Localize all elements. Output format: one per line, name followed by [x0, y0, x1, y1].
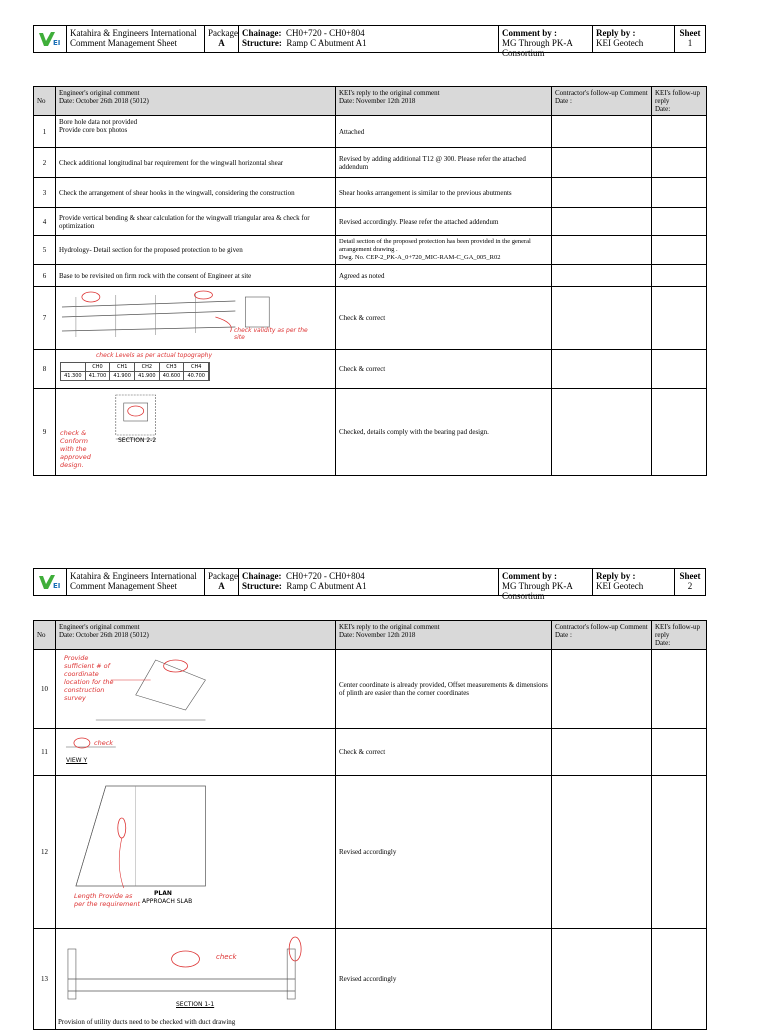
- handwritten-note: check & Conform with the approved design.: [60, 429, 91, 469]
- comment-by: Comment by : MG Through PK-A Consortium: [499, 26, 593, 52]
- svg-text:EI: EI: [53, 582, 61, 590]
- org-name: Katahira & Engineers International Comment Management Sheet: [67, 26, 205, 52]
- section-label: SECTION 1-1: [176, 1001, 215, 1008]
- sheet-number: Sheet 1: [679, 28, 701, 48]
- sheet1-header: [33, 25, 706, 58]
- table-row: 11 check VIEW Y Check & correct: [34, 729, 707, 776]
- comment-text: Provision of utility ducts need to be checked with duct drawing: [58, 1018, 236, 1026]
- handwritten-note: check validity as per the site: [234, 327, 308, 341]
- table-row: 2 Check additional longitudinal bar requirement for the wingwall horizontal shear Revised by adding additional T12 @ 300. Please refer the attached addendum: [34, 148, 707, 178]
- sketch-row-10: [56, 650, 336, 729]
- company-logo: [34, 26, 67, 52]
- sketch-row-12: [56, 776, 336, 929]
- table-row: 1 Bore hole data not provided Provide core box photos Attached: [34, 116, 707, 148]
- svg-text:EI: EI: [53, 39, 61, 47]
- table-header-row: [34, 87, 707, 116]
- table-row: 9 check & Conform with the approved design. SECTION 2-2 Checked, details comply with the bearing pad design.: [34, 389, 707, 476]
- col-no: No: [34, 87, 56, 116]
- levels-table-head-cell: CH0: [86, 363, 111, 371]
- sketch-row-13: [56, 929, 336, 1030]
- table-header-row: [34, 621, 707, 650]
- handwritten-note: check Levels as per actual topography: [96, 352, 213, 359]
- section-1-1-sketch: [56, 929, 335, 1029]
- col-contractor-followup: Contractor's follow-up Comment Date :: [552, 87, 652, 116]
- col-no: No: [34, 621, 56, 650]
- view-label: VIEW Y: [66, 757, 88, 764]
- plan-label: PLAN: [154, 890, 172, 897]
- levels-table-head-cell: CH2: [135, 363, 160, 371]
- sketch-row-8: [56, 350, 336, 389]
- table-row: 13 check SECTION 1-1 Provision of utility ducts need to be checked with duct drawing Revised accordingly: [34, 929, 707, 1030]
- table-row: 6 Base to be revisited on firm rock with the consent of Engineer at site Agreed as noted: [34, 265, 707, 287]
- levels-table-cell: 41.900: [135, 372, 160, 380]
- col-kei-reply: KEI's reply to the original comment Date: November 12th 2018: [336, 87, 552, 116]
- section-label: SECTION 2-2: [118, 437, 157, 444]
- org-name: Katahira & Engineers International Comment Management Sheet: [67, 569, 205, 595]
- table-row: 4 Provide vertical bending & shear calculation for the wingwall triangular area & check for optimization Revised accordingly. Please refer the attached addendum: [34, 208, 707, 236]
- comment-table-1: [33, 86, 707, 476]
- comment-table-2: [33, 620, 707, 1030]
- col-kei-followup: KEI's follow-up reply Date:: [652, 621, 707, 650]
- slab-label: APPROACH SLAB: [142, 898, 193, 905]
- company-logo: [34, 569, 67, 595]
- levels-table-head-cell: CH4: [184, 363, 209, 371]
- col-contractor-followup: Contractor's follow-up Comment Date :: [552, 621, 652, 650]
- levels-table: [60, 362, 210, 381]
- sheet2-header: [33, 568, 706, 601]
- reply-by: Reply by : KEI Geotech: [593, 569, 675, 595]
- levels-table-cell: 41.900: [110, 372, 135, 380]
- view-y-sketch: [56, 729, 335, 775]
- sketch-row-7: [56, 287, 336, 350]
- levels-table-cell: 40.600: [160, 372, 185, 380]
- kei-logo-icon: [37, 30, 63, 48]
- levels-table-cell: 40.700: [184, 372, 209, 380]
- chainage-structure: Chainage: CH0+720 - CH0+804 Structure: Ramp C Abutment A1: [239, 26, 499, 52]
- reply-by: Reply by : KEI Geotech: [593, 26, 675, 52]
- table-row: 12 PLAN APPROACH SLAB Length Provide as per the requirement Revised accordingly: [34, 776, 707, 929]
- levels-table-head-cell: CH1: [110, 363, 135, 371]
- sketch-row-11: [56, 729, 336, 776]
- table-row: 10 Provide sufficient # of coordinate location for the construction survey Center coordinate is already provided, Offset measurements & dimensions of plinth are easier than the corner coordinates: [34, 650, 707, 729]
- table-row: 7 check validity as per the site Check & correct: [34, 287, 707, 350]
- handwritten-note: Length Provide as per the requirement: [74, 892, 140, 908]
- chainage-structure: Chainage: CH0+720 - CH0+804 Structure: Ramp C Abutment A1: [239, 569, 499, 595]
- handwritten-note: check: [94, 739, 114, 747]
- levels-table-head-cell: [61, 363, 86, 371]
- sheet-number: Sheet 2: [679, 571, 701, 591]
- sketch-row-9: [56, 389, 336, 476]
- comment-by: Comment by : MG Through PK-A Consortium: [499, 569, 593, 595]
- table-row: 8 check Levels as per actual topography CH0 CH1 CH2 CH3 CH4 41.300 41.700 41.900 41.900 40.600 40.700 Check & correct: [34, 350, 707, 389]
- kei-logo-icon: [37, 573, 63, 591]
- levels-table-cell: 41.700: [86, 372, 111, 380]
- col-kei-reply: KEI's reply to the original comment Date: November 12th 2018: [336, 621, 552, 650]
- package: Package A: [205, 26, 239, 52]
- package: Package A: [205, 569, 239, 595]
- table-row: 3 Check the arrangement of shear hooks in the wingwall, considering the construction Shear hooks arrangement is similar to the previous abutments: [34, 178, 707, 208]
- handwritten-note: Provide sufficient # of coordinate location for the construction survey: [64, 654, 114, 702]
- levels-table-cell: 41.300: [61, 372, 86, 380]
- handwritten-note: check: [216, 953, 237, 961]
- col-engineer-comment: Engineer's original comment Date: October 26th 2018 (5012): [56, 621, 336, 650]
- col-engineer-comment: Engineer's original comment Date: October 26th 2018 (5012): [56, 87, 336, 116]
- levels-table-head-cell: CH3: [160, 363, 185, 371]
- col-kei-followup: KEI's follow-up reply Date:: [652, 87, 707, 116]
- table-row: 5 Hydrology- Detail section for the proposed protection to be given Detail section of the proposed protection has been provided in the general arrangement drawing . Dwg. No. CEP-2_PK-A_0+720_MIC-RAM-C_GA_005_R02: [34, 236, 707, 265]
